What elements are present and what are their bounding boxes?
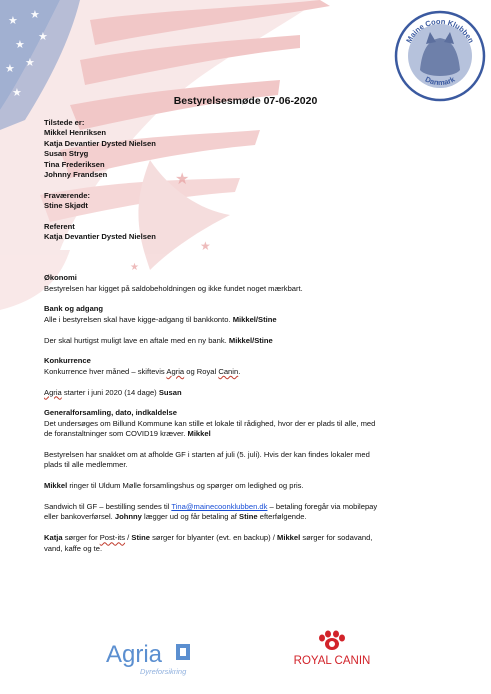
bank-line-2-text: Der skal hurtigst muligt lave en aftale med en ny bank. <box>44 335 229 345</box>
present-name: Johnny Frandsen <box>44 170 108 180</box>
competition-text: starter i juni 2020 (14 dage) <box>61 387 159 397</box>
bank-line-1-responsible: Mikkel/Stine <box>232 314 277 324</box>
royal-canin-logo-text: ROYAL CANIN <box>293 655 371 667</box>
general-responsible: Stine <box>131 533 150 543</box>
agria-logo-subtext: Dyreforsikring <box>140 667 187 676</box>
general-text: efterfølgende. <box>257 512 307 522</box>
competition-start <box>44 388 464 398</box>
general-p2-line2: plads til alle medlemmer. <box>44 460 128 470</box>
general-text: – betaling foregår via mobilepay <box>267 502 378 512</box>
spacer <box>44 253 464 273</box>
general-heading: Generalforsamling, dato, indkaldelse <box>44 408 177 418</box>
competition-line-1 <box>44 367 464 377</box>
general-responsible: Mikkel <box>44 481 68 491</box>
svg-text:★: ★ <box>5 63 15 75</box>
economy-heading: Økonomi <box>44 273 77 283</box>
svg-text:★: ★ <box>8 15 18 27</box>
agria-word: Agria <box>166 366 185 376</box>
present-name: Katja Devantier Dysted Nielsen <box>44 138 156 148</box>
absent-section <box>44 191 464 212</box>
general-text: sørger for sodavand, <box>300 533 373 543</box>
bank-heading: Bank og adgang <box>44 304 104 314</box>
attendees-section <box>44 118 464 180</box>
general-p5-line2: vand, kaffe og te. <box>44 543 103 553</box>
general-assembly-section <box>44 408 464 439</box>
general-text: lægger ud og får betaling af <box>141 512 240 522</box>
general-responsible: Mikkel <box>277 533 301 543</box>
present-label: Tilstede er: <box>44 118 85 127</box>
document-title: Bestyrelsesmøde 07-06-2020 <box>173 95 318 107</box>
general-p5-line1 <box>44 533 464 543</box>
svg-text:★: ★ <box>130 262 139 273</box>
bank-line-1-text: Alle i bestyrelsen skal have kigge-adgang til bankkonto. <box>44 314 233 324</box>
general-text: sørger for <box>62 533 100 543</box>
bank-line-2 <box>44 336 464 346</box>
competition-text: og Royal <box>184 366 219 376</box>
svg-text:★: ★ <box>200 239 211 253</box>
general-responsible: Mikkel <box>187 429 211 439</box>
canin-word: Canin <box>218 366 239 376</box>
absent-name: Stine Skjødt <box>44 201 88 211</box>
absent-label: Fraværende: <box>44 190 91 200</box>
general-text: sørger for blyanter (evt. en backup) / <box>149 533 278 543</box>
general-p2 <box>44 450 464 471</box>
bank-line-2-responsible: Mikkel/Stine <box>228 335 273 345</box>
general-responsible: Stine <box>239 512 258 522</box>
general-p1-line2 <box>44 429 464 439</box>
svg-text:★: ★ <box>38 31 48 43</box>
referent-section <box>44 222 464 243</box>
general-p5 <box>44 533 464 554</box>
general-p4-line2 <box>44 512 464 522</box>
general-p4 <box>44 502 464 523</box>
economy-text: Bestyrelsen har kigget på saldobeholdningen og ikke fundet noget mærkbart. <box>44 283 303 293</box>
svg-text:★: ★ <box>175 171 190 188</box>
general-p4-line1 <box>44 502 464 512</box>
club-logo-top-text: Maine Coon Klubben <box>404 16 476 45</box>
competition-section <box>44 356 464 377</box>
svg-text:★: ★ <box>15 39 25 51</box>
general-responsible: Johnny <box>114 512 142 522</box>
competition-line-2 <box>44 388 464 398</box>
referent-name: Katja Devantier Dysted Nielsen <box>44 232 156 242</box>
general-p2-line1: Bestyrelsen har snakket om at afholde GF i starten af juli (5. juli). Hvis der kan findes lokaler med <box>44 450 370 460</box>
competition-responsible: Susan <box>158 387 182 397</box>
royal-canin-logo <box>282 630 382 670</box>
general-text: de foranstaltninger som COVID19 kræver. <box>44 429 188 439</box>
postits-word: Post-its <box>99 533 126 543</box>
general-p1-line1: Det undersøges om Billund Kommune kan stille et lokale til rådighed, hvor der er plads til alle, med <box>44 418 376 428</box>
svg-text:★: ★ <box>12 87 22 99</box>
document-body <box>44 118 464 564</box>
present-name: Mikkel Henriksen <box>44 128 107 138</box>
referent-label: Referent <box>44 222 75 232</box>
svg-text:★: ★ <box>30 9 40 21</box>
agria-word: Agria <box>44 387 62 397</box>
email-link[interactable]: Tina@mainecoonklubben.dk <box>171 502 268 512</box>
general-text: Sandwich til GF – bestilling sendes til <box>44 502 172 512</box>
general-text: / <box>125 533 132 543</box>
general-p3 <box>44 481 464 491</box>
agria-logo <box>104 636 194 680</box>
agria-logo-text: Agria <box>106 641 163 668</box>
bank-section <box>44 304 464 325</box>
general-text: ringer til Uldum Mølle forsamlingshus og spørger om ledighed og pris. <box>67 481 304 491</box>
club-logo-bottom-text: Danmark <box>423 74 457 88</box>
club-logo <box>394 10 486 102</box>
general-responsible: Katja <box>44 533 63 543</box>
svg-text:★: ★ <box>25 57 35 69</box>
competition-text: Konkurrence hver måned – skiftevis <box>44 366 167 376</box>
economy-section <box>44 273 464 294</box>
bank-followup <box>44 336 464 346</box>
general-text: eller bankoverførsel. <box>44 512 115 522</box>
bank-line-1 <box>44 315 464 325</box>
general-p3-line <box>44 481 464 491</box>
present-name: Susan Stryg <box>44 149 89 159</box>
competition-text: . <box>238 366 241 376</box>
present-name: Tina Frederiksen <box>44 159 105 169</box>
competition-heading: Konkurrence <box>44 356 91 366</box>
